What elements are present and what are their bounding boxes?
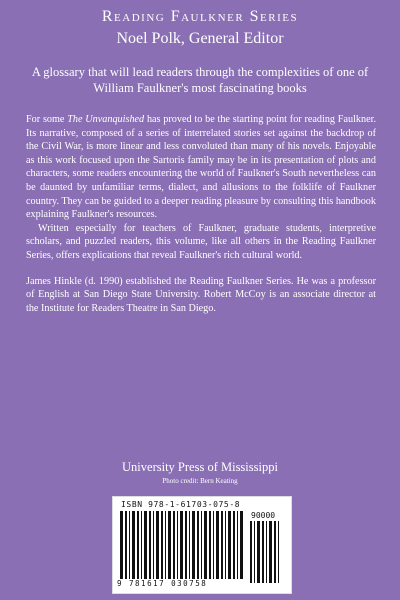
isbn-number: ISBN 978-1-61703-075-8: [121, 500, 241, 509]
barcode-bar: [168, 511, 171, 579]
barcode-bar: [153, 511, 154, 579]
barcode-bar: [257, 521, 260, 583]
ean-barcode: [119, 511, 247, 581]
barcode-bar: [137, 511, 139, 579]
barcode-bar: [250, 521, 252, 583]
barcode-bar: [161, 511, 163, 579]
barcode-bar: [165, 511, 166, 579]
tagline: A glossary that will lead readers through the complexities of one of William Faulkner's most fascinating books: [31, 65, 369, 95]
series-title: Reading Faulkner Series: [101, 8, 299, 25]
book-title: The Unvanquished: [67, 114, 145, 125]
barcode-bar: [156, 511, 159, 579]
barcode-bar: [173, 511, 175, 579]
barcode-bar: [233, 511, 235, 579]
barcode-bar: [237, 511, 238, 579]
barcode-bar: [129, 511, 130, 579]
barcode-bar: [213, 511, 214, 579]
barcode-bar: [141, 511, 142, 579]
barcode-bar: [204, 511, 207, 579]
barcode-bar: [274, 521, 276, 583]
intro-text-rest: has proved to be the starting point for reading Faulkner. Its narrative, composed of a series of interrelated stories set against the backdrop of the Civil War, is more linear and less convoluted than many of his novels. Enjoyable as this work focused upon the Sartoris family may be in its presentation of plots and characters, some readers encountering the world of Faulkner's South nevertheless can be daunted by unfamiliar terms, dialect, and allusions to the folklife of Faulkner country. They can be guided to a deeper reading pleasure by consulting this handbook explaining Faulkner's resources.: [26, 114, 376, 221]
barcode-bar: [266, 521, 267, 583]
barcode-bar: [185, 511, 187, 579]
barcode-bar: [149, 511, 151, 579]
barcode-bar: [221, 511, 223, 579]
barcode-bar: [216, 511, 219, 579]
barcode-bar: [180, 511, 183, 579]
barcode-bar: [225, 511, 226, 579]
intro-text-start: For some: [26, 114, 68, 125]
ean-digits: 9 781617 030758: [117, 579, 208, 588]
barcode-box: [112, 496, 292, 594]
barcode-bar: [254, 521, 255, 583]
addon-barcode: [249, 521, 283, 583]
paragraph-audience: Written especially for teachers of Faulkner, graduate students, interpretive scholars, and puzzled readers, this volume, like all others in the Reading Faulkner Series, offers explications that reveal Faulkner's rich cultural world.: [26, 222, 376, 261]
barcode-bar: [120, 511, 123, 579]
barcode-bar: [177, 511, 178, 579]
description-body: [26, 113, 376, 315]
publisher: University Press of Mississippi: [122, 460, 278, 474]
barcode-bar: [197, 511, 199, 579]
barcode-bar: [240, 511, 243, 579]
barcode-bar: [125, 511, 127, 579]
photo-credit: Photo credit: Bern Keating: [162, 477, 238, 485]
barcode-bar: [201, 511, 202, 579]
paragraph-intro: [26, 113, 376, 222]
general-editor: Noel Polk, General Editor: [116, 30, 284, 47]
barcode-bar: [144, 511, 147, 579]
barcode-bar: [269, 521, 272, 583]
price-code: 90000: [251, 511, 276, 520]
barcode-bar: [189, 511, 190, 579]
barcode-bar: [228, 511, 231, 579]
barcode-bar: [209, 511, 211, 579]
barcode-bar: [278, 521, 279, 583]
barcode-bar: [132, 511, 135, 579]
paragraph-authors: James Hinkle (d. 1990) established the Reading Faulkner Series. He was a professor of English at San Diego State University. Robert McCoy is an associate director at the Institute for Readers Theatre in San Diego.: [26, 275, 376, 314]
barcode-bar: [262, 521, 264, 583]
barcode-bar: [192, 511, 195, 579]
